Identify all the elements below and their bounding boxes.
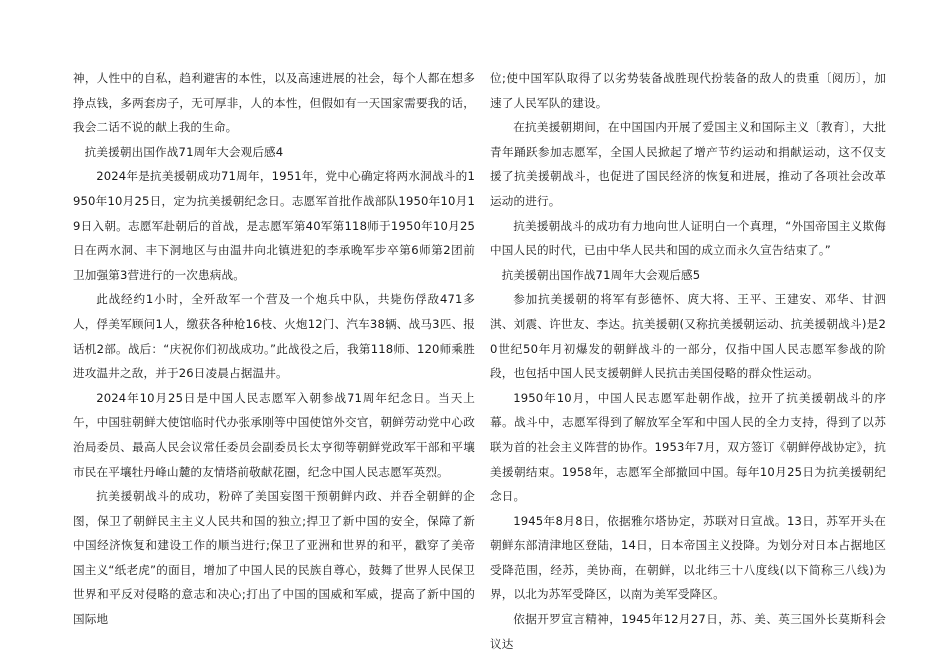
body-paragraph: 抗美援朝战斗的成功有力地向世人证明白一个真理，“外国帝国主义欺侮中国人民的时代，已由中华人民共和国的成立而永久宣告结束了。” <box>490 218 886 258</box>
body-paragraph: 1950年10月，中国人民志愿军赴朝作战，拉开了抗美援朝战斗的序幕。战斗中，志愿军得到了解放军全军和中国人民的全力支持，得到了以苏联为首的社会主义阵营的协作。1953年7月，双方签订《朝鲜停战协定》，抗美援朝结束。1958年，志愿军全部撤回中国。每年10月25日为抗美援朝纪念日。 <box>490 390 886 504</box>
right-text-column <box>490 66 886 656</box>
body-paragraph: 2024年10月25日是中国人民志愿军入朝参战71周年纪念日。当天上午，中国驻朝鲜大使馆临时代办张承刚等中国使馆外交官，朝鲜劳动党中心政治局委员、最高人民会议常任委员会副委员长太亨彻等朝鲜党政军干部和平壤市民在平壤牡丹峰山麓的友情塔前敬献花圈，纪念中国人民志愿军英烈。 <box>73 390 475 479</box>
body-paragraph: 抗美援朝战斗的成功，粉碎了美国妄图干预朝鲜内政、并吞全朝鲜的企图，保卫了朝鲜民主主义人民共和国的独立;捍卫了新中国的安全，保障了新中国经济恢复和建设工作的顺当进行;保卫了亚洲和世界的和平，戳穿了美帝国主义“纸老虎”的面目，增加了中国人民的民族自尊心，鼓舞了世界人民保卫世界和平反对侵略的意志和决心;打出了中国的国威和军威，提高了新中国的国际地 <box>73 489 475 627</box>
section-heading: 抗美援朝出国作战71周年大会观后感5 <box>501 267 701 282</box>
body-paragraph: 神，人性中的自私，趋利避害的本性，以及高速进展的社会，每个人都在想多挣点钱，多两套房子，无可厚非，人的本性，但假如有一天国家需要我的话，我会二话不说的献上我的生命。 <box>73 71 475 135</box>
body-paragraph: 依据开罗宣言精神，1945年12月27日，苏、美、英三国外长莫斯科会议达 <box>490 612 886 651</box>
body-paragraph: 参加抗美援朝的将军有彭德怀、庹大将、王平、王建安、邓华、甘泗淇、刘震、许世友、李达。抗美援朝(又称抗美援朝运动、抗美援朝战斗)是20世纪50年月初爆发的朝鲜战斗的一部分，仅指中国人民志愿军参战的阶段，也包括中国人民支援朝鲜人民抗击美国侵略的群众性运动。 <box>490 292 886 381</box>
body-paragraph: 1945年8月8日，依据雅尔塔协定，苏联对日宣战。13日，苏军开头在朝鲜东部清津地区登陆，14日，日本帝国主义投降。为划分对日本占据地区受降范围，经苏，美协商，在朝鲜，以北纬三十八度线(以下简称三八线)为界，以北为苏军受降区，以南为美军受降区。 <box>490 513 886 602</box>
left-text-column <box>73 66 475 632</box>
section-heading: 抗美援朝出国作战71周年大会观后感4 <box>84 144 284 159</box>
body-paragraph: 2024年是抗美援朝成功71周年，1951年，党中心确定将两水洞战斗的1950年10月25日，定为抗美援朝纪念日。志愿军首批作战部队1950年10月19日入朝。志愿军赴朝后的首战，是志愿军第40军第118师于1950年10月25日在两水洞、丰下洞地区与由温井向北镇进犯的李承晚军步卒第6师第2团前卫加强第3营进行的一次患病战。 <box>73 169 475 282</box>
body-paragraph: 在抗美援朝期间，在中国国内开展了爱国主义和国际主义〔教育〕，大批青年踊跃参加志愿军，全国人民掀起了增产节约运动和捐献运动，这不仅支援了抗美援朝战斗，也促进了国民经济的恢复和进展，推动了各项社会改革运动的进行。 <box>490 120 886 208</box>
body-paragraph: 此战经约1小时，全歼敌军一个营及一个炮兵中队，共毙伤俘敌471多人，俘美军顾问1人，缴获各种枪16枝、火炮12门、汽车38辆、战马3匹、报话机2部。战后：“庆祝你们初战成功。”此战役之后，我第118师、120师乘胜进攻温井之敌，并于26日凌晨占据温井。 <box>73 292 475 381</box>
body-paragraph: 位;使中国军队取得了以劣势装备战胜现代扮装备的敌人的贵重〔阅历〕，加速了人民军队的建设。 <box>490 71 886 110</box>
